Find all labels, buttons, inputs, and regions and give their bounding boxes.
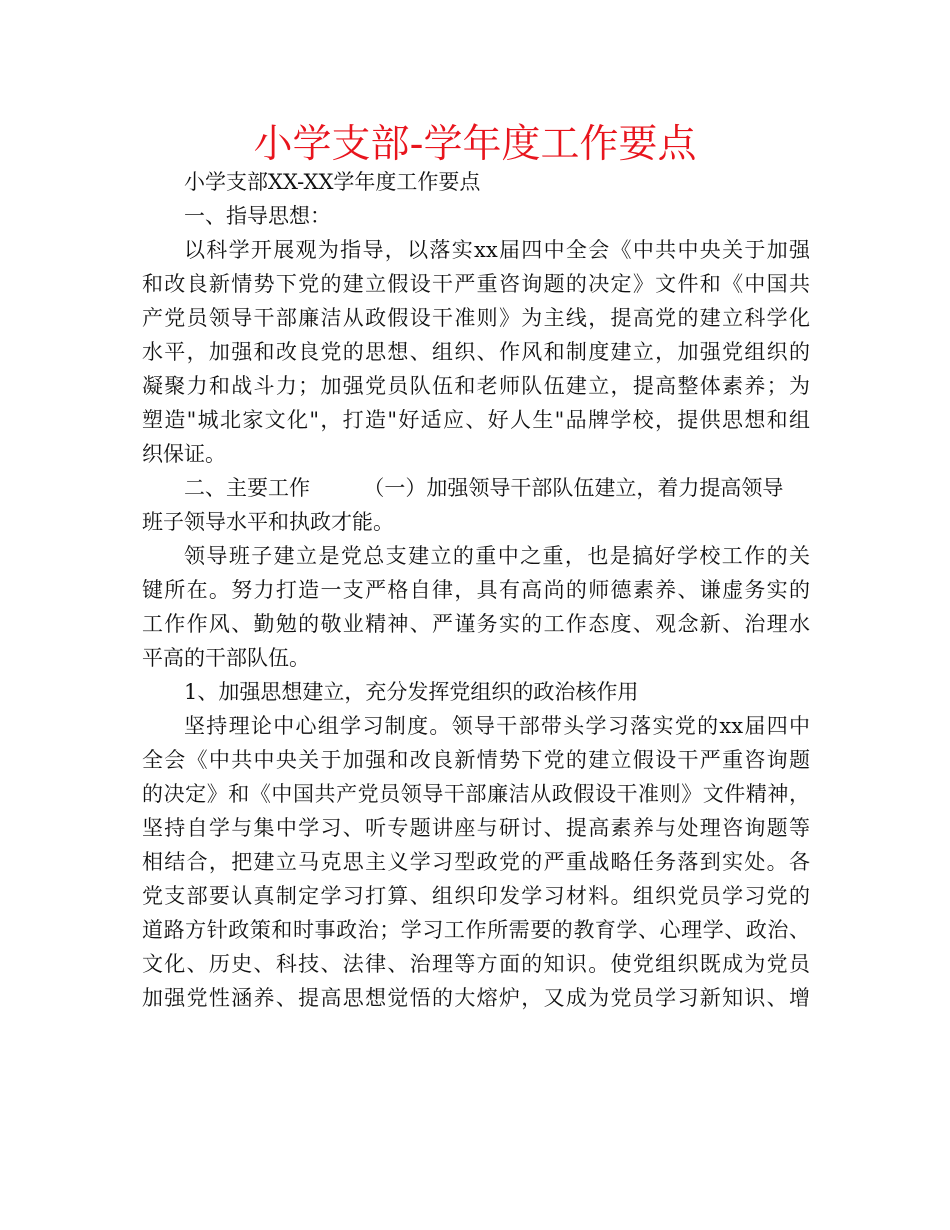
paragraph-line: 班子领导水平和执政才能。 (142, 510, 394, 534)
paragraph-line: 1、加强思想建立，充分发挥党组织的政治核作用 (184, 680, 639, 704)
paragraph-line: 工作作风、勤勉的敬业精神、严谨务实的工作态度、观念新、治理水 (142, 612, 810, 636)
paragraph-line: 塑造"城北家文化"，打造"好适应、好人生"品牌学校，提供思想和组 (142, 408, 810, 432)
paragraph-line: 织保证。 (142, 442, 226, 466)
paragraph-line: 和改良新情势下党的建立假设干严重咨询题的决定》文件和《中国共 (142, 272, 810, 296)
paragraph-line: 加强党性涵养、提高思想觉悟的大熔炉，又成为党员学习新知识、增 (142, 986, 810, 1010)
paragraph-line: 文化、历史、科技、法律、治理等方面的知识。使党组织既成为党员 (142, 952, 810, 976)
paragraph-line: 一、指导思想： (184, 204, 331, 228)
page-title: 小学支部-学年度工作要点 (253, 122, 697, 167)
paragraph-line: 党支部要认真制定学习打算、组织印发学习材料。组织党员学习党的 (142, 884, 810, 908)
paragraph-line: 道路方针政策和时事政治；学习工作所需要的教育学、心理学、政治、 (142, 918, 810, 942)
paragraph-line: 全会《中共中央关于加强和改良新情势下党的建立假设干严重咨询题 (142, 748, 810, 772)
paragraph-line: 坚持自学与集中学习、听专题讲座与研讨、提高素养与处理咨询题等 (142, 816, 810, 840)
paragraph-line: 平高的干部队伍。 (142, 646, 310, 670)
paragraph-line: 以科学开展观为指导，以落实xx届四中全会《中共中央关于加强 (184, 238, 810, 262)
paragraph-line: 坚持理论中心组学习制度。领导干部带头学习落实党的xx届四中 (184, 714, 810, 738)
document-body (142, 165, 810, 1015)
paragraph-line: 小学支部XX-XX学年度工作要点 (184, 170, 481, 194)
paragraph-line: 二、主要工作 （一）加强领导干部队伍建立，着力提高领导 (184, 476, 784, 500)
paragraph-line: 键所在。努力打造一支严格自律，具有高尚的师德素养、谦虚务实的 (142, 578, 810, 602)
paragraph-line: 相结合，把建立马克思主义学习型政党的严重战略任务落到实处。各 (142, 850, 810, 874)
paragraph-line: 凝聚力和战斗力；加强党员队伍和老师队伍建立，提高整体素养；为 (142, 374, 810, 398)
paragraph-line: 产党员领导干部廉洁从政假设干准则》为主线，提高党的建立科学化 (142, 306, 810, 330)
paragraph-line: 领导班子建立是党总支建立的重中之重，也是搞好学校工作的关 (184, 544, 810, 568)
paragraph-line: 的决定》和《中国共产党员领导干部廉洁从政假设干准则》文件精神， (142, 782, 810, 806)
paragraph-line: 水平，加强和改良党的思想、组织、作风和制度建立，加强党组织的 (142, 340, 810, 364)
